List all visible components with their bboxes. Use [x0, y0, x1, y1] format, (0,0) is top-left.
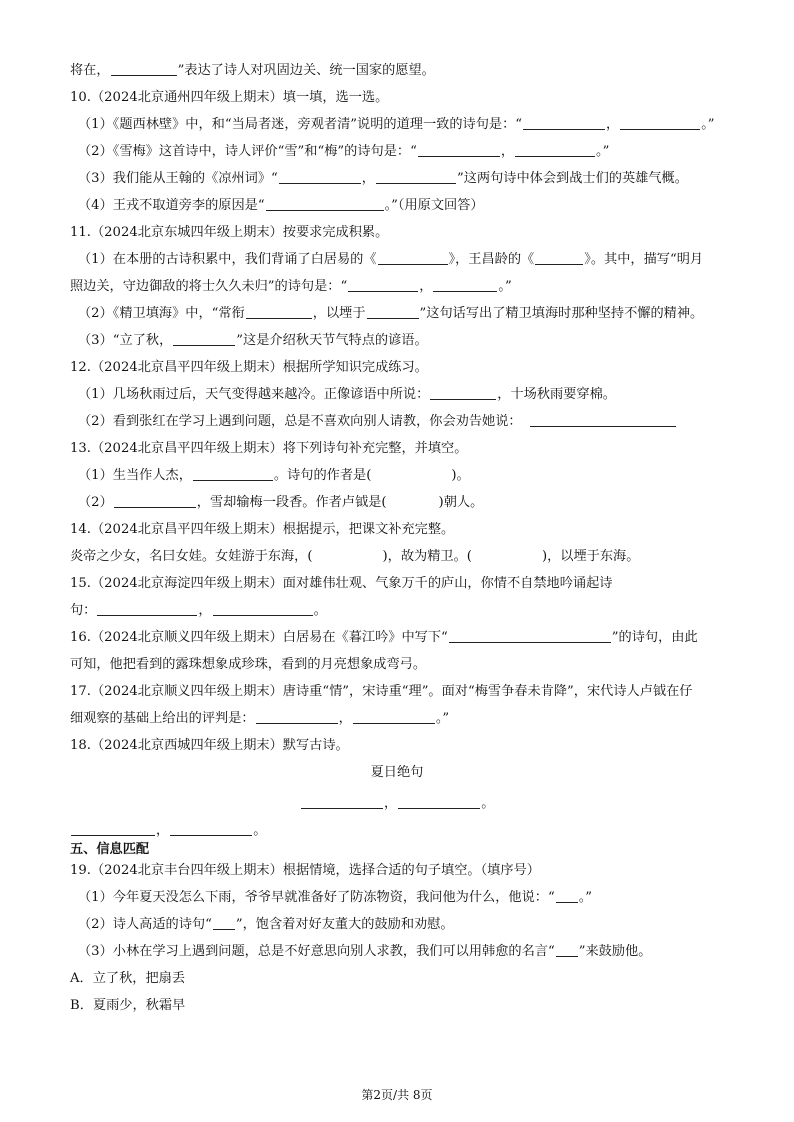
text: （3）我们能从王翰的《凉州词》“ [78, 171, 278, 186]
question-11-title: 11.（2024北京东城四年级上期末）按要求完成积累。 [70, 225, 389, 240]
text: （3）“立了秋， [78, 333, 173, 348]
blank[interactable] [353, 711, 435, 724]
poem-title: 夏日绝句 [370, 765, 424, 780]
blank[interactable] [523, 117, 605, 130]
text: 。诗句的作者是( [273, 468, 372, 483]
blank[interactable] [556, 890, 578, 903]
question-15-title: 15.（2024北京海淀四年级上期末）面对雄伟壮观、气象万千的庐山，你情不自禁地吟诵起诗 [70, 576, 613, 591]
text: )。 [451, 468, 470, 483]
option-a: A．立了秋，把扇丢 [70, 971, 186, 986]
question-11-3 [78, 332, 428, 350]
blank[interactable] [246, 306, 312, 319]
option-b: B．夏雨少，秋霜早 [70, 998, 186, 1013]
text: 炎帝之少女，名曰女娃。女娃游于东海，( [70, 549, 313, 564]
question-11-1-cont [70, 278, 512, 296]
text: （1）今年夏天没怎么下雨，爷爷早就准备好了防冻物资，我问他为什么，他说：“ [78, 890, 555, 905]
text: )，故为精卫。( [382, 549, 472, 564]
question-10-1 [78, 116, 715, 134]
poem-line-1 [300, 795, 494, 813]
question-19-3 [78, 943, 651, 961]
blank[interactable] [515, 144, 595, 157]
text: ”这是介绍秋天节气特点的谚语。 [236, 333, 428, 348]
blank[interactable] [378, 252, 448, 265]
question-10-title: 10.（2024北京通州四年级上期末）填一填，选一选。 [70, 90, 389, 105]
question-10-4 [78, 197, 484, 215]
text: 。 [313, 603, 327, 618]
text: （2）看到张红在学习上遇到问题，总是不喜欢向别人请教，你会劝告她说： [78, 414, 522, 429]
text: ，以堙于 [312, 306, 366, 321]
blank[interactable] [433, 279, 497, 292]
question-17-title: 17.（2024北京顺义四年级上期末）唐诗重“情”，宋诗重“理”。面对“梅雪争春未肯降”，宋代诗人卢钺在仔 [70, 684, 693, 699]
text: （1）生当作人杰， [78, 468, 192, 483]
question-15-body [70, 602, 327, 620]
text: ， [606, 117, 620, 132]
blank[interactable] [266, 198, 384, 211]
text: （3）小林在学习上遇到问题，总是不好意思向别人求教，我们可以用韩愈的名言“ [78, 944, 555, 959]
text: )，以堙于东海。 [541, 549, 640, 564]
line-q9-tail [70, 62, 435, 80]
question-17-body [70, 710, 449, 728]
question-10-2 [78, 143, 609, 161]
question-11-2 [78, 305, 703, 323]
text: ， [419, 279, 433, 294]
text: ”这句话写出了精卫填海时那种坚持不懈的精神。 [419, 306, 704, 321]
question-14-title: 14.（2024北京昌平四年级上期末）根据提示，把课文补充完整。 [70, 522, 455, 537]
text: ， [156, 823, 170, 838]
text: 。” [498, 279, 512, 294]
blank[interactable] [213, 917, 235, 930]
blank[interactable] [398, 796, 480, 809]
blank[interactable] [173, 333, 235, 346]
question-19-title: 19.（2024北京丰台四年级上期末）根据情境，选择合适的句子填空。（填序号） [70, 863, 540, 878]
text: ，雪却输梅一段香。作者卢钺是( [196, 495, 387, 510]
text: ， [384, 796, 398, 811]
question-10-3 [78, 170, 688, 188]
text: 》。其中，描写“明月 [584, 252, 704, 267]
text: ”表达了诗人对巩固边关、统一国家的愿望。 [177, 63, 435, 78]
page-number: 第2页/共 8页 [361, 1088, 433, 1102]
text: ，十场秋雨要穿棉。 [497, 387, 616, 402]
blank[interactable] [535, 252, 583, 265]
text: )朝人。 [438, 495, 484, 510]
blank[interactable] [111, 63, 177, 76]
question-14-body [70, 548, 639, 566]
blank[interactable] [170, 823, 252, 836]
blank[interactable] [97, 603, 197, 616]
blank[interactable] [367, 306, 419, 319]
question-12-1 [78, 386, 616, 404]
text: 照边关，守边御敌的将士久久未归”的诗句是：“ [70, 279, 348, 294]
blank[interactable] [279, 171, 361, 184]
question-12-title: 12.（2024北京昌平四年级上期末）根据所学知识完成练习。 [70, 360, 428, 375]
question-19-2 [78, 916, 454, 934]
question-12-2 [78, 413, 677, 431]
text: ， [198, 603, 212, 618]
text: （1）几场秋雨过后，天气变得越来越冷。正像谚语中所说： [78, 387, 430, 402]
question-13-title: 13.（2024北京昌平四年级上期末）将下列诗句补充完整，并填空。 [70, 441, 468, 456]
blank[interactable] [449, 630, 611, 643]
text: ”，饱含着对好友董大的鼓励和劝慰。 [235, 917, 454, 932]
blank[interactable] [620, 117, 700, 130]
blank[interactable] [193, 468, 273, 481]
text: ”来鼓励他。 [578, 944, 652, 959]
question-16-body: 可知，他把看到的露珠想象成珍珠，看到的月亮想象成弯弓。 [70, 657, 427, 672]
blank[interactable] [376, 171, 456, 184]
question-16-title [70, 629, 698, 647]
text: （2）《雪梅》这首诗中，诗人评价“雪”和“梅”的诗句是：“ [78, 144, 417, 159]
text: （2）诗人高适的诗句“ [78, 917, 212, 932]
text: 》，王昌龄的《 [448, 252, 535, 267]
question-13-2 [78, 494, 483, 512]
text: （4）王戎不取道旁李的原因是“ [78, 198, 265, 213]
blank[interactable] [418, 144, 500, 157]
text: ， [338, 711, 352, 726]
blank[interactable] [114, 495, 196, 508]
text: （2）《精卫填海》中，“常衔 [78, 306, 245, 321]
text: 。 [481, 796, 495, 811]
text: （1）在本册的古诗积累中，我们背诵了白居易的《 [78, 252, 377, 267]
question-18-title: 18.（2024北京西城四年级上期末）默写古诗。 [70, 738, 349, 753]
text: （2） [78, 495, 113, 510]
blank[interactable] [530, 414, 676, 427]
blank[interactable] [256, 711, 338, 724]
text: 细观察的基础上给出的评判是： [70, 711, 255, 726]
section-heading: 五、信息匹配 [70, 842, 150, 857]
blank[interactable] [301, 796, 383, 809]
text: 将在， [70, 63, 110, 78]
text: 句： [70, 603, 97, 618]
text: 。” [596, 144, 610, 159]
text: 。”（用原文回答） [384, 198, 484, 213]
blank[interactable] [430, 387, 496, 400]
question-19-1 [78, 889, 592, 907]
question-11-1 [78, 251, 703, 269]
poem-line-2 [70, 822, 266, 840]
text: 。” [578, 890, 593, 905]
blank[interactable] [213, 603, 313, 616]
text: ， [500, 144, 514, 159]
text: （1）《题西林壁》中，和“当局者迷，旁观者清”说明的道理一致的诗句是：“ [78, 117, 523, 132]
text: ”的诗句，由此 [611, 630, 698, 645]
text: 。 [253, 823, 267, 838]
blank[interactable] [348, 279, 418, 292]
text: 。” [701, 117, 715, 132]
text: ， [361, 171, 375, 186]
blank[interactable] [556, 944, 578, 957]
text: 。” [435, 711, 450, 726]
text: 16.（2024北京顺义四年级上期末）白居易在《暮江吟》中写下“ [70, 630, 448, 645]
question-13-1 [78, 467, 470, 485]
blank[interactable] [71, 823, 155, 836]
text: ”这两句诗中体会到战士们的英雄气概。 [456, 171, 688, 186]
